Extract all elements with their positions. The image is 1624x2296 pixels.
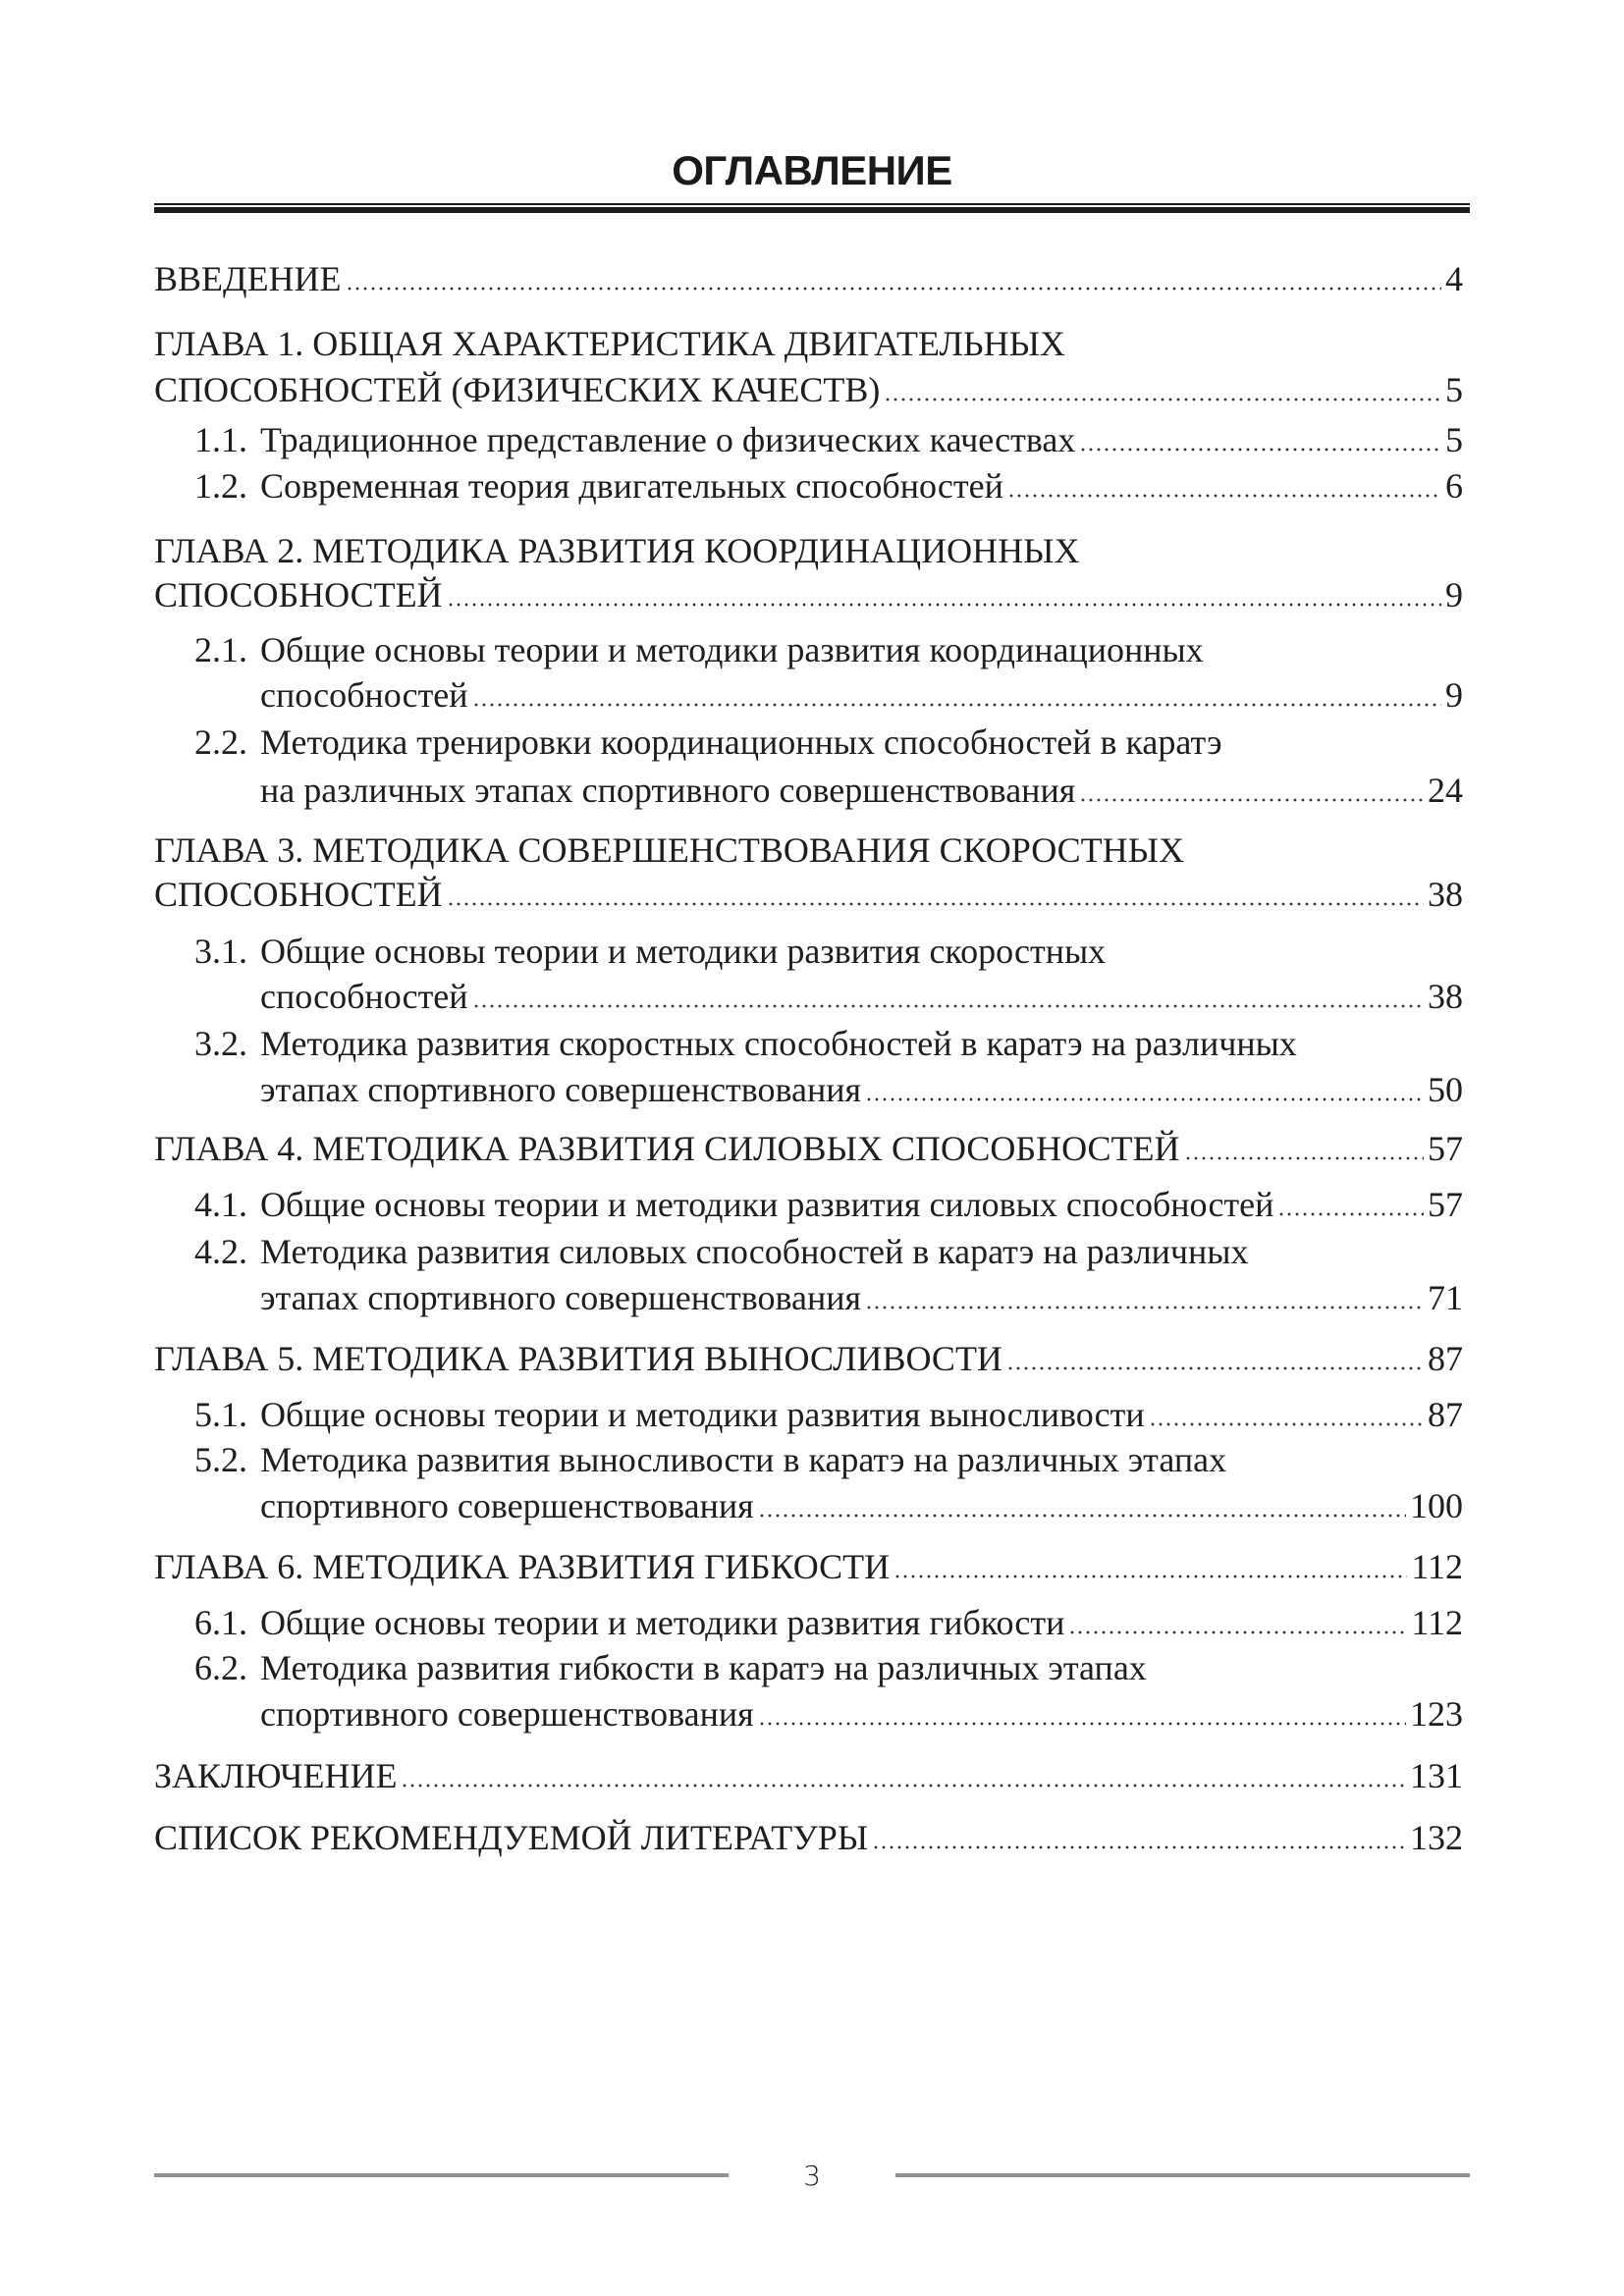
section-title: Общие основы теории и методики развития координационных xyxy=(260,630,1204,669)
toc-entry-title: СПИСОК РЕКОМЕНДУЕМОЙ ЛИТЕРАТУРЫ xyxy=(154,1818,869,1857)
section-title: Методика развития силовых способностей в каратэ на различных xyxy=(260,1232,1249,1271)
toc-entry-chapter-4[interactable] xyxy=(154,1127,1463,1170)
toc-page-number: 5 xyxy=(1445,420,1463,459)
toc-page-number: 87 xyxy=(1428,1339,1463,1378)
dot-leader xyxy=(346,287,1441,291)
section-number: 6.2. xyxy=(194,1648,247,1687)
toc-page-number: 132 xyxy=(1410,1818,1463,1857)
dot-leader xyxy=(1006,1366,1424,1370)
toc-page-number: 112 xyxy=(1411,1603,1463,1642)
toc-entry-section-4-2[interactable] xyxy=(260,1276,1463,1319)
toc-page-number: 38 xyxy=(1428,977,1463,1016)
section-title-continued: спортивного совершенствования xyxy=(260,1694,754,1734)
toc-entry-title xyxy=(194,1022,1297,1065)
toc-entry-section-2-2[interactable] xyxy=(260,769,1463,812)
dot-leader xyxy=(865,1306,1424,1309)
dot-leader xyxy=(1079,448,1441,452)
toc-entry-title xyxy=(194,418,1075,461)
toc-entry-chapter-2[interactable] xyxy=(154,573,1463,616)
toc-entry-section-2-2-line1[interactable] xyxy=(194,721,1222,764)
section-number: 4.2. xyxy=(194,1232,247,1271)
toc-entry-chapter-1[interactable] xyxy=(154,368,1463,411)
dot-leader xyxy=(1079,798,1424,802)
dot-leader xyxy=(1184,1156,1425,1160)
toc-entry-section-5-2[interactable] xyxy=(260,1484,1463,1527)
dot-leader xyxy=(447,603,1441,607)
toc-page-number: 123 xyxy=(1410,1694,1463,1734)
dot-leader xyxy=(884,398,1441,401)
toc-entry-chapter-5[interactable] xyxy=(154,1337,1463,1380)
toc-entry-references[interactable] xyxy=(154,1816,1463,1859)
toc-entry-title xyxy=(194,1601,1064,1644)
toc-page-number: 38 xyxy=(1428,875,1463,914)
section-title-continued: способностей xyxy=(260,977,468,1016)
toc-entry-section-3-2-line1[interactable] xyxy=(194,1022,1297,1065)
page-number: 3 xyxy=(803,2160,821,2192)
dot-leader xyxy=(893,1575,1407,1578)
toc-entry-section-3-2[interactable] xyxy=(260,1068,1463,1111)
dot-leader xyxy=(447,902,1424,906)
toc-entry-section-6-2-line1[interactable] xyxy=(194,1646,1147,1689)
section-title: Общие основы теории и методики развития выносливости xyxy=(260,1395,1145,1434)
section-number: 5.1. xyxy=(194,1395,247,1434)
title-rule-thin xyxy=(154,203,1470,205)
toc-entry-section-5-1[interactable] xyxy=(194,1393,1463,1436)
toc-entry-section-6-1[interactable] xyxy=(194,1601,1463,1644)
section-title-continued: этапах спортивного совершенствования xyxy=(260,1278,862,1317)
title-rule-thick xyxy=(154,207,1470,213)
toc-entry-title: ГЛАВА 3. МЕТОДИКА СОВЕРШЕНСТВОВАНИЯ СКОРОСТНЫХ xyxy=(154,830,1185,870)
section-title: Современная теория двигательных способностей xyxy=(260,466,1003,506)
toc-entry-title: ГЛАВА 4. МЕТОДИКА РАЗВИТИЯ СИЛОВЫХ СПОСОБНОСТЕЙ xyxy=(154,1129,1180,1168)
section-number: 3.2. xyxy=(194,1024,247,1063)
toc-page-number: 5 xyxy=(1445,370,1463,409)
toc-entry-title xyxy=(194,930,1106,973)
toc-entry-title: СПОСОБНОСТЕЙ xyxy=(154,875,443,914)
section-number: 6.1. xyxy=(194,1603,247,1642)
toc-entry-title: ГЛАВА 5. МЕТОДИКА РАЗВИТИЯ ВЫНОСЛИВОСТИ xyxy=(154,1339,1002,1378)
dot-leader xyxy=(758,1722,1406,1726)
dot-leader xyxy=(1068,1630,1407,1634)
toc-entry-title: СПОСОБНОСТЕЙ xyxy=(154,575,443,614)
section-number: 1.2. xyxy=(194,466,247,506)
footer-rule-right xyxy=(895,2173,1470,2177)
toc-entry-chapter-2-line1[interactable] xyxy=(154,529,1079,572)
toc-entry-title: ЗАКЛЮЧЕНИЕ xyxy=(154,1756,398,1795)
footer-rule-left xyxy=(154,2173,729,2177)
section-number: 2.1. xyxy=(194,630,247,669)
toc-entry-title xyxy=(194,628,1204,671)
toc-entry-title xyxy=(194,1230,1249,1273)
section-title: Традиционное представление о физических качествах xyxy=(260,420,1076,459)
section-title: Методика развития выносливости в каратэ на различных этапах xyxy=(260,1440,1227,1479)
toc-entry-title xyxy=(194,1183,1273,1226)
toc-entry-conclusion[interactable] xyxy=(154,1754,1463,1797)
dot-leader xyxy=(872,1845,1406,1849)
dot-leader xyxy=(472,703,1441,707)
toc-entry-section-3-1[interactable] xyxy=(260,975,1463,1018)
toc-entry-section-1-1[interactable] xyxy=(194,418,1463,461)
section-title: Методика развития скоростных способностей в каратэ на различных xyxy=(260,1024,1297,1063)
dot-leader xyxy=(1149,1422,1424,1426)
toc-entry-intro[interactable] xyxy=(154,257,1463,300)
toc-entry-section-1-2[interactable] xyxy=(194,464,1463,507)
toc-entry-title xyxy=(194,464,1003,507)
toc-page-number: 9 xyxy=(1445,575,1463,614)
toc-page-number: 87 xyxy=(1428,1395,1463,1434)
toc-entry-chapter-3[interactable] xyxy=(154,873,1463,916)
dot-leader xyxy=(865,1097,1424,1101)
toc-entry-section-2-1-line1[interactable] xyxy=(194,628,1204,671)
section-number: 5.2. xyxy=(194,1440,247,1479)
section-number: 3.1. xyxy=(194,932,247,971)
page-title: ОГЛАВЛЕНИЕ xyxy=(672,147,952,193)
dot-leader xyxy=(758,1514,1406,1518)
toc-entry-section-4-2-line1[interactable] xyxy=(194,1230,1249,1273)
dot-leader xyxy=(1007,494,1441,498)
toc-page-number: 71 xyxy=(1428,1278,1463,1317)
section-number: 4.1. xyxy=(194,1185,247,1224)
toc-entry-title: СПОСОБНОСТЕЙ (ФИЗИЧЕСКИХ КАЧЕСТВ) xyxy=(154,370,881,409)
toc-page-number: 57 xyxy=(1428,1185,1463,1224)
toc-page-number: 100 xyxy=(1410,1486,1463,1525)
section-title-continued: способностей xyxy=(260,675,468,715)
toc-entry-section-2-1[interactable] xyxy=(260,673,1463,717)
toc-entry-title xyxy=(194,1438,1226,1481)
toc-entry-title xyxy=(194,721,1222,764)
toc-page-number: 112 xyxy=(1411,1547,1463,1586)
dot-leader xyxy=(472,1004,1424,1008)
toc-entry-section-6-2[interactable] xyxy=(260,1692,1463,1735)
toc-page-number: 50 xyxy=(1428,1070,1463,1109)
dot-leader xyxy=(1277,1212,1424,1216)
toc-page-number: 57 xyxy=(1428,1129,1463,1168)
section-number: 1.1. xyxy=(194,420,247,459)
section-title-continued: спортивного совершенствования xyxy=(260,1486,754,1525)
section-number: 2.2. xyxy=(194,722,247,762)
dot-leader xyxy=(401,1784,1406,1788)
toc-entry-title: ГЛАВА 1. ОБЩАЯ ХАРАКТЕРИСТИКА ДВИГАТЕЛЬНЫХ xyxy=(154,324,1065,363)
toc-entry-title xyxy=(194,1393,1145,1436)
section-title: Общие основы теории и методики развития силовых способностей xyxy=(260,1185,1274,1224)
section-title: Общие основы теории и методики развития гибкости xyxy=(260,1603,1065,1642)
toc-entry-chapter-6[interactable] xyxy=(154,1545,1463,1588)
toc-entry-title xyxy=(194,1646,1147,1689)
toc-entry-title: ГЛАВА 6. МЕТОДИКА РАЗВИТИЯ ГИБКОСТИ xyxy=(154,1547,891,1586)
toc-page-number: 6 xyxy=(1445,466,1463,506)
toc-entry-chapter-3-line1[interactable] xyxy=(154,828,1184,872)
toc-entry-title: ВВЕДЕНИЕ xyxy=(154,259,342,298)
section-title-continued: этапах спортивного совершенствования xyxy=(260,1070,862,1109)
toc-entry-section-5-2-line1[interactable] xyxy=(194,1438,1226,1481)
toc-entry-section-4-1[interactable] xyxy=(194,1183,1463,1226)
toc-page-number: 4 xyxy=(1445,259,1463,298)
toc-entry-chapter-1-line1[interactable] xyxy=(154,322,1065,365)
toc-entry-section-3-1-line1[interactable] xyxy=(194,930,1106,973)
toc-page-number: 9 xyxy=(1445,675,1463,715)
section-title-continued: на различных этапах спортивного совершенствования xyxy=(260,771,1076,810)
toc-entry-title: ГЛАВА 2. МЕТОДИКА РАЗВИТИЯ КООРДИНАЦИОННЫХ xyxy=(154,531,1080,570)
section-title: Методика тренировки координационных способностей в каратэ xyxy=(260,722,1222,762)
toc-page-number: 131 xyxy=(1410,1756,1463,1795)
section-title: Общие основы теории и методики развития скоростных xyxy=(260,932,1107,971)
section-title: Методика развития гибкости в каратэ на различных этапах xyxy=(260,1648,1147,1687)
toc-page-number: 24 xyxy=(1428,771,1463,810)
